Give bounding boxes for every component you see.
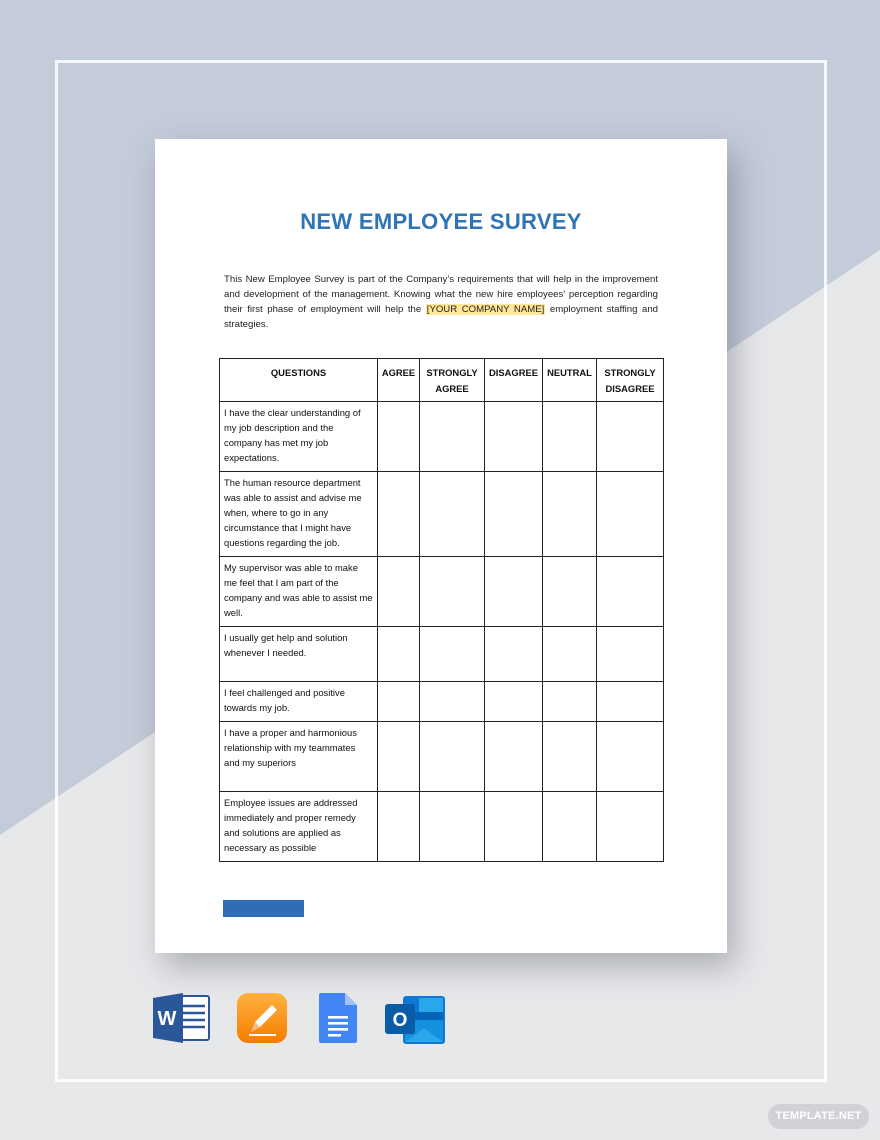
question-cell: I feel challenged and positive towards my job.	[220, 682, 378, 722]
answer-cell-disagree[interactable]	[485, 472, 543, 557]
answer-cell-neutral[interactable]	[543, 472, 597, 557]
answer-cell-disagree[interactable]	[485, 682, 543, 722]
intro-text-end: employment staffing and strategies.	[224, 304, 658, 330]
answer-cell-neutral[interactable]	[543, 557, 597, 627]
question-cell: I have a proper and harmonious relationship with my teammates and my superiors	[220, 722, 378, 792]
answer-cell-disagree[interactable]	[485, 792, 543, 862]
outlook-icon-letter: O	[392, 1010, 408, 1031]
word-icon[interactable]	[153, 992, 211, 1044]
answer-cell-strongly-disagree[interactable]	[597, 627, 664, 682]
answer-cell-agree[interactable]	[378, 627, 420, 682]
answer-cell-strongly-disagree[interactable]	[597, 722, 664, 792]
table-header-row	[220, 359, 664, 402]
table-row	[220, 627, 664, 682]
answer-cell-neutral[interactable]	[543, 792, 597, 862]
question-cell: I usually get help and solution whenever I needed.	[220, 627, 378, 682]
answer-cell-agree[interactable]	[378, 402, 420, 472]
answer-cell-neutral[interactable]	[543, 627, 597, 682]
question-cell: Employee issues are addressed immediately and proper remedy and solutions are applied as necessary as possible	[220, 792, 378, 862]
pages-icon[interactable]	[236, 992, 290, 1046]
answer-cell-agree[interactable]	[378, 557, 420, 627]
answer-cell-strongly-agree[interactable]	[420, 472, 485, 557]
table-row	[220, 557, 664, 627]
google-docs-icon[interactable]	[317, 992, 359, 1046]
answer-cell-disagree[interactable]	[485, 722, 543, 792]
company-name-placeholder: [YOUR COMPANY NAME]	[426, 304, 545, 315]
app-format-icons	[153, 992, 453, 1048]
answer-cell-agree[interactable]	[378, 722, 420, 792]
answer-cell-neutral[interactable]	[543, 402, 597, 472]
answer-cell-strongly-disagree[interactable]	[597, 472, 664, 557]
header-disagree: DISAGREE	[485, 359, 543, 402]
answer-cell-strongly-agree[interactable]	[420, 682, 485, 722]
answer-cell-disagree[interactable]	[485, 402, 543, 472]
answer-cell-disagree[interactable]	[485, 627, 543, 682]
answer-cell-strongly-agree[interactable]	[420, 557, 485, 627]
intro-paragraph	[224, 272, 658, 332]
header-strongly-disagree: STRONGLY DISAGREE	[597, 359, 664, 402]
survey-table	[219, 358, 664, 862]
footer-accent-bar	[223, 900, 304, 917]
table-row	[220, 722, 664, 792]
word-icon-letter: W	[157, 1008, 177, 1030]
header-strongly-agree: STRONGLY AGREE	[420, 359, 485, 402]
table-row	[220, 472, 664, 557]
header-agree: AGREE	[378, 359, 420, 402]
table-row	[220, 682, 664, 722]
template-net-badge[interactable]: TEMPLATE.NET	[768, 1104, 869, 1129]
answer-cell-strongly-disagree[interactable]	[597, 792, 664, 862]
question-cell: I have the clear understanding of my job description and the company has met my job expectations.	[220, 402, 378, 472]
table-row	[220, 792, 664, 862]
document-page	[155, 139, 727, 953]
answer-cell-agree[interactable]	[378, 472, 420, 557]
answer-cell-strongly-disagree[interactable]	[597, 682, 664, 722]
answer-cell-strongly-agree[interactable]	[420, 627, 485, 682]
answer-cell-strongly-disagree[interactable]	[597, 402, 664, 472]
answer-cell-strongly-agree[interactable]	[420, 722, 485, 792]
outlook-icon[interactable]	[383, 992, 447, 1048]
question-cell: The human resource department was able to assist and advise me when, where to go in any circumstance that I might have questions regarding the job.	[220, 472, 378, 557]
document-title: NEW EMPLOYEE SURVEY	[300, 209, 582, 234]
answer-cell-neutral[interactable]	[543, 682, 597, 722]
answer-cell-agree[interactable]	[378, 682, 420, 722]
header-neutral: NEUTRAL	[543, 359, 597, 402]
table-row	[220, 402, 664, 472]
question-cell: My supervisor was able to make me feel that I am part of the company and was able to assist me well.	[220, 557, 378, 627]
answer-cell-strongly-disagree[interactable]	[597, 557, 664, 627]
intro-text-start: This New Employee Survey is part of the Company’s requirements that will help in the improvement and development of the management. Knowing what the new hire employees’ perception regarding their first phase of employment will help the	[224, 274, 658, 315]
answer-cell-disagree[interactable]	[485, 557, 543, 627]
answer-cell-strongly-agree[interactable]	[420, 792, 485, 862]
answer-cell-neutral[interactable]	[543, 722, 597, 792]
header-questions: QUESTIONS	[220, 359, 378, 402]
answer-cell-strongly-agree[interactable]	[420, 402, 485, 472]
answer-cell-agree[interactable]	[378, 792, 420, 862]
